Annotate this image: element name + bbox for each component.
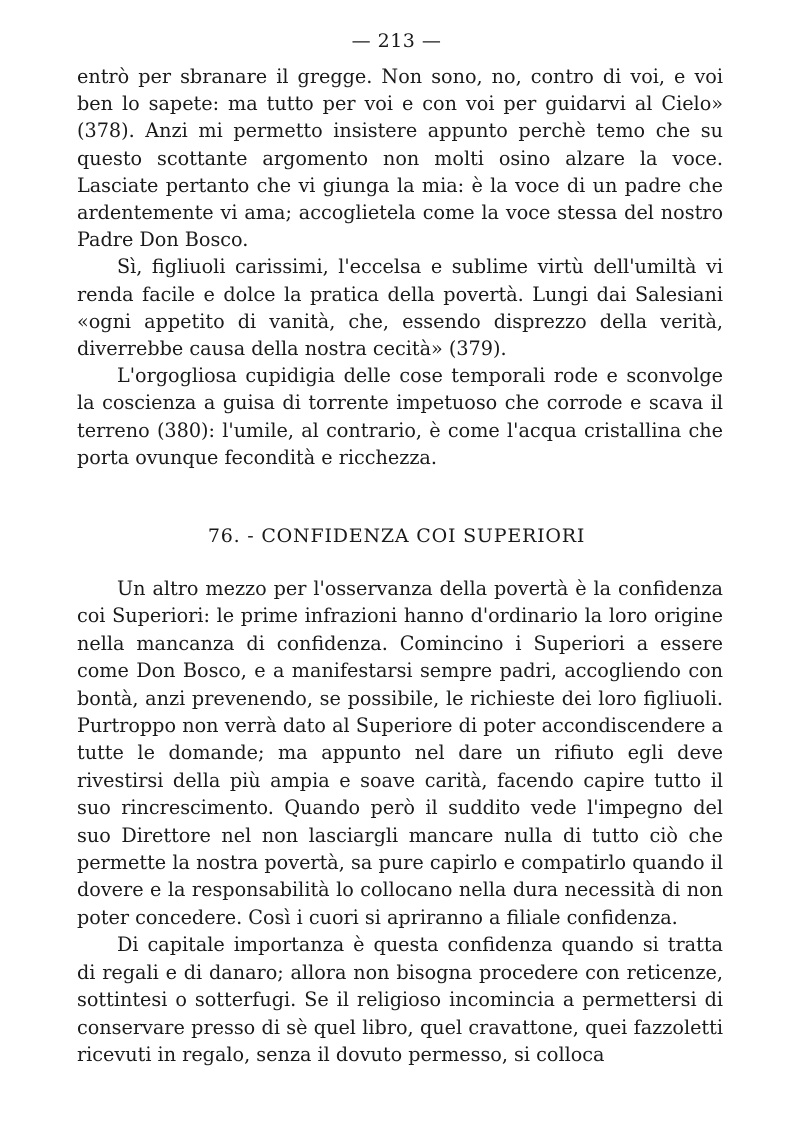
- paragraph: Sì, figliuoli carissimi, l'eccelsa e sublime virtù dell'umiltà vi renda facile e dolce la pratica della povertà. Lungi dai Salesiani «ogni appetito di vanità, che, essendo disprezzo della verità, diverrebbe causa della nostra cecità» (379).: [77, 255, 723, 361]
- paragraph: Un altro mezzo per l'osservanza della povertà è la confidenza coi Superiori: le prime infrazioni hanno d'ordinario la loro origine nella mancanza di confidenza. Comincino i Superiori a essere come Don Bosco, e a manifestarsi sempre padri, accogliendo con bontà, anzi prevenendo, se possibile, le richieste dei loro figliuoli. Purtroppo non verrà dato al Superiore di poter accondiscendere a tutte le domande; ma appunto nel dare un rifiuto egli deve rivestirsi della più ampia e soave carità, facendo capire tutto il suo rincrescimento. Quando però il suddito vede l'impegno del suo Direttore nel non lasciargli mancare nulla di tutto ciò che permette la nostra povertà, sa pure capirlo e compatirlo quando il dovere e la responsabilità lo collocano nella dura necessità di non poter concedere. Così i cuori si apriranno a filiale confidenza.: [77, 577, 723, 929]
- section-heading: 76. - CONFIDENZA COI SUPERIORI: [207, 525, 586, 547]
- text-block-top: [77, 63, 723, 471]
- paragraph: entrò per sbranare il gregge. Non sono, no, contro di voi, e voi ben lo sapete: ma tutto per voi e con voi per guidarvi al Cielo» (378). Anzi mi permetto insistere appunto perchè temo che su questo scottante argomento non molti osino alzare la voce. Lasciate pertanto che vi giunga la mia: è la voce di un padre che ardentemente vi ama; accoglietela come la voce stessa del nostro Padre Don Bosco.: [77, 65, 723, 252]
- paragraph: L'orgogliosa cupidigia delle cose temporali rode e sconvolge la coscienza a guisa di torrente impetuoso che corrode e scava il terreno (380): l'umile, al contrario, è come l'acqua cristallina che porta ovunque fecondità e ricchezza.: [77, 364, 723, 469]
- paragraph: Di capitale importanza è questa confidenza quando si tratta di regali e di danaro; allora non bisogna procedere con reticenze, sottintesi o sotterfugi. Se il religioso incomincia a permettersi di conservare presso di sè quel libro, quel cravattone, quei fazzoletti ricevuti in regalo, senza il dovuto permesso, si colloca: [77, 933, 723, 1066]
- text-block-bottom: [77, 575, 723, 1068]
- page-number: — 213 —: [351, 30, 442, 52]
